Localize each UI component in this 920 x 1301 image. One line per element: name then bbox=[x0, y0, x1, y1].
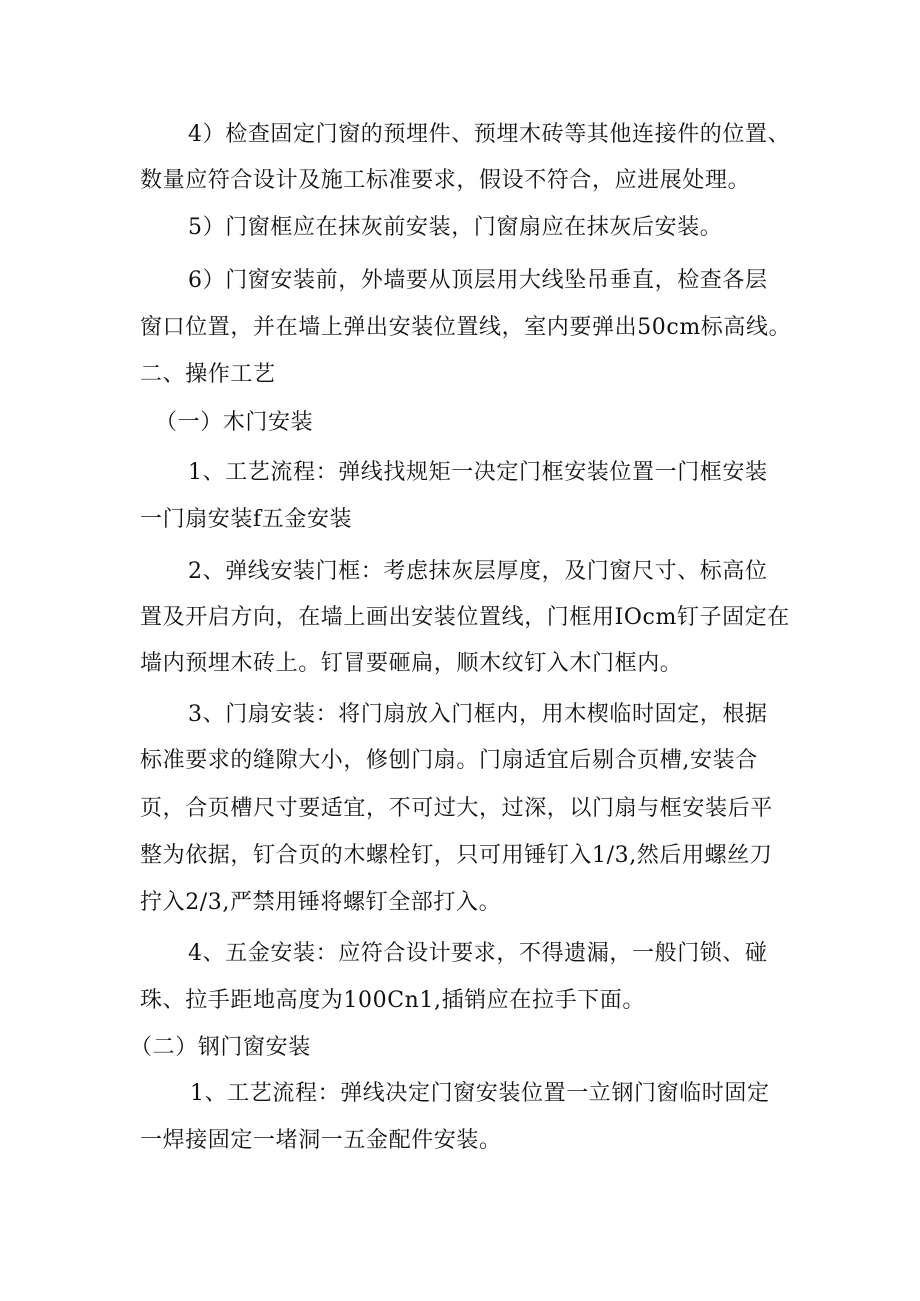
text-line: 1、工艺流程：弹线决定门窗安装位置一立钢门窗临时固定 bbox=[190, 1081, 770, 1106]
text-line: 数量应符合设计及施工标准要求，假设不符合，应进展处理。 bbox=[140, 168, 751, 193]
text-line: 珠、拉手距地高度为100Cn1,插销应在拉手下面。 bbox=[140, 988, 645, 1013]
text-line: 3、门扇安装：将门扇放入门框内，用木楔临时固定，根据 bbox=[188, 702, 768, 727]
text-line: 一焊接固定一堵洞一五金配件安装。 bbox=[140, 1128, 502, 1153]
subsection-heading: （一）木门安装 bbox=[155, 410, 314, 435]
text-line: 5）门窗框应在抹灰前安装，门窗扇应在抹灰后安装。 bbox=[188, 215, 723, 240]
text-line: 整为依据，钉合页的木螺栓钉，只可用锤钉入1/3,然后用螺丝刀 bbox=[140, 843, 773, 868]
text-line: 窗口位置，并在墙上弹出安装位置线，室内要弹出50cm标高线。 bbox=[140, 315, 792, 340]
section-heading: 二、操作工艺 bbox=[140, 362, 276, 387]
text-line: 页，合页槽尺寸要适宜，不可过大，过深，以门扇与框安装后平 bbox=[140, 796, 773, 821]
text-line: 一门扇安装f五金安装 bbox=[140, 507, 353, 532]
text-line: 4、五金安装：应符合设计要求，不得遗漏，一般门锁、碰 bbox=[188, 941, 768, 966]
text-line: 6）门窗安装前，外墙要从顶层用大线坠吊垂直，检查各层 bbox=[188, 268, 768, 293]
text-line: 标准要求的缝隙大小，修刨门扇。门扇适宜后剔合页槽,安装合 bbox=[140, 748, 758, 773]
text-line: 4）检查固定门窗的预埋件、预埋木砖等其他连接件的位置、 bbox=[188, 122, 791, 147]
text-line: 1、工艺流程：弹线找规矩一决定门框安装位置一门框安装 bbox=[188, 460, 768, 485]
text-line: 墙内预埋木砖上。钉冒要砸扁，顺木纹钉入木门框内。 bbox=[140, 651, 683, 676]
text-line: 置及开启方向，在墙上画出安装位置线，门框用IOcm钉子固定在 bbox=[140, 605, 790, 630]
subsection-heading: （二）钢门窗安装 bbox=[130, 1035, 311, 1060]
text-line: 2、弹线安装门框：考虑抹灰层厚度，及门窗尺寸、标高位 bbox=[188, 559, 768, 584]
text-line: 拧入2/3,严禁用锤将螺钉全部打入。 bbox=[140, 890, 502, 915]
